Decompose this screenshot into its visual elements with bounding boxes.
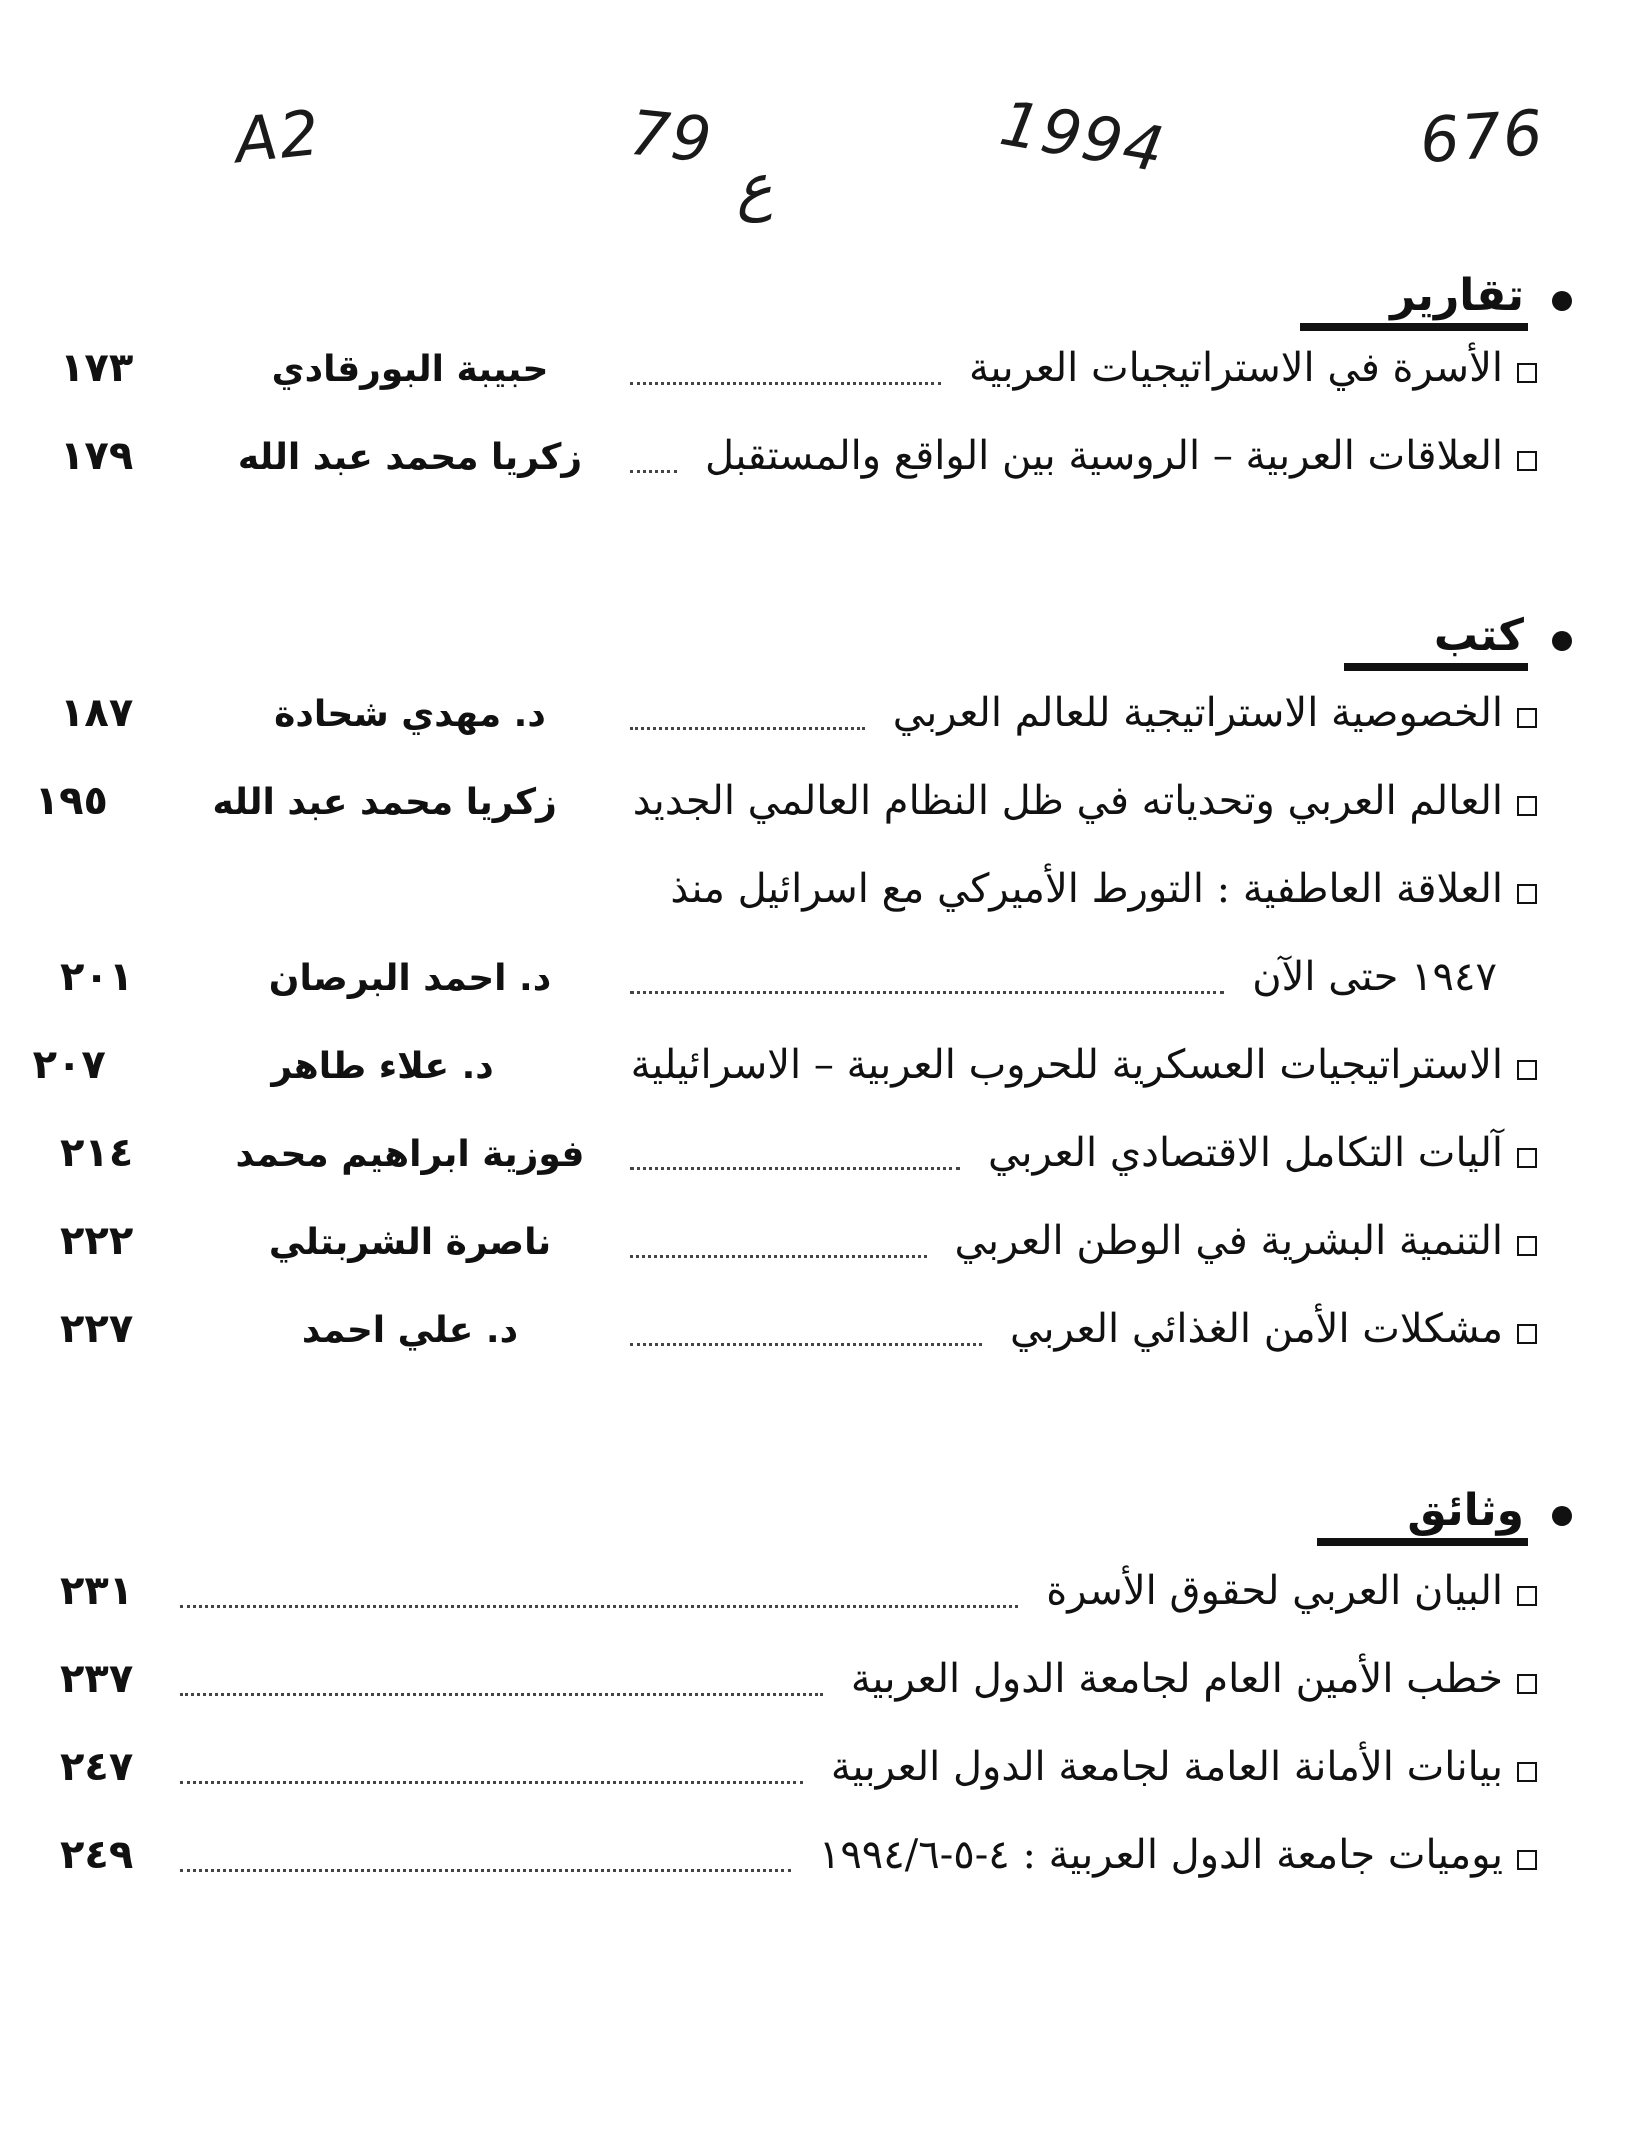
entry-page: ٢٢٢: [60, 1218, 134, 1264]
toc-entry-first-line[interactable]: [60, 866, 1537, 926]
entry-author: د. علي احمد: [301, 1310, 519, 1351]
toc-entry[interactable]: [60, 1218, 1537, 1278]
section-books-header: [1344, 610, 1572, 671]
dot-leader: [180, 1869, 791, 1872]
entry-page: ١٧٣: [60, 345, 134, 391]
entry-title: العالم العربي وتحدياته في ظل النظام العالمي الجديد: [632, 778, 1503, 824]
entry-page: ٢٣١: [60, 1568, 134, 1614]
entry-author: د. مهدي شحادة: [274, 694, 546, 735]
toc-entry[interactable]: [60, 1568, 1537, 1628]
entry-page: ٢٢٧: [60, 1306, 134, 1352]
handwritten-catalog-number: 676: [1417, 95, 1547, 178]
entry-title: الأسرة في الاستراتيجيات العربية: [968, 345, 1503, 391]
checkbox-icon: [1517, 1674, 1537, 1694]
toc-entry[interactable]: [60, 1130, 1537, 1190]
checkbox-icon: [1517, 1324, 1537, 1344]
section-documents-header: [1317, 1485, 1572, 1546]
checkbox-icon: [1517, 796, 1537, 816]
toc-entry[interactable]: [60, 1744, 1537, 1804]
section-title: كتب: [1344, 610, 1528, 671]
entry-page: ٢٤٧: [60, 1744, 134, 1790]
dot-leader: [630, 727, 865, 730]
dot-leader: [630, 1255, 927, 1258]
toc-entry[interactable]: [32, 1042, 1537, 1102]
entry-title: بيانات الأمانة العامة لجامعة الدول العربية: [830, 1744, 1503, 1790]
checkbox-icon: [1517, 1762, 1537, 1782]
entry-title: مشكلات الأمن الغذائي العربي: [1010, 1306, 1503, 1352]
dot-leader: [630, 991, 1224, 994]
entry-title: خطب الأمين العام لجامعة الدول العربية: [850, 1656, 1503, 1702]
entry-page: ١٨٧: [60, 690, 134, 736]
entry-page: ٢٠٧: [32, 1042, 106, 1088]
entry-page: ٢٤٩: [60, 1832, 134, 1878]
entry-page: ١٩٥: [34, 778, 108, 824]
checkbox-icon: [1517, 1236, 1537, 1256]
section-title: وثائق: [1317, 1485, 1528, 1546]
entry-page: ١٧٩: [60, 433, 134, 479]
handwritten-year: 1994: [994, 86, 1171, 187]
checkbox-icon: [1517, 1148, 1537, 1168]
checkbox-icon: [1517, 451, 1537, 471]
entry-title: التنمية البشرية في الوطن العربي: [954, 1218, 1503, 1264]
entry-author: زكريا محمد عبد الله: [212, 782, 557, 823]
toc-entry[interactable]: [60, 1656, 1537, 1716]
handwritten-issue-number: 79: [626, 95, 717, 178]
entry-title: آليات التكامل الاقتصادي العربي: [988, 1130, 1503, 1176]
checkbox-icon: [1517, 1586, 1537, 1606]
entry-page: ٢٠١: [60, 954, 134, 1000]
toc-entry[interactable]: [60, 433, 1537, 493]
toc-entry-continuation[interactable]: [60, 954, 1537, 1014]
dot-leader: [180, 1781, 803, 1784]
dot-leader: [180, 1605, 1018, 1608]
entry-title: البيان العربي لحقوق الأسرة: [1046, 1568, 1503, 1614]
dot-leader: [630, 382, 941, 385]
dot-leader: [630, 1343, 982, 1346]
dot-leader: [630, 470, 677, 473]
entry-author: زكريا محمد عبد الله: [237, 437, 583, 478]
entry-page: ٢٣٧: [60, 1656, 134, 1702]
bullet-icon: [1552, 1506, 1572, 1526]
entry-title: العلاقات العربية – الروسية بين الواقع والمستقبل: [705, 433, 1503, 479]
toc-entry[interactable]: [60, 1306, 1537, 1366]
dot-leader: [180, 1693, 823, 1696]
entry-title-continued: ١٩٤٧ حتى الآن: [1252, 954, 1497, 1000]
entry-title: العلاقة العاطفية : التورط الأميركي مع اسرائيل منذ: [670, 866, 1503, 912]
entry-title: يوميات جامعة الدول العربية : ٤-٥-١٩٩٤/٦: [818, 1832, 1503, 1878]
checkbox-icon: [1517, 708, 1537, 728]
checkbox-icon: [1517, 884, 1537, 904]
entry-author: فوزية ابراهيم محمد: [235, 1134, 585, 1175]
entry-author: حبيبة البورقادي: [271, 349, 549, 390]
toc-entry[interactable]: [60, 345, 1537, 405]
entry-page: ٢١٤: [60, 1130, 134, 1176]
handwritten-a2: A2: [231, 95, 325, 178]
checkbox-icon: [1517, 363, 1537, 383]
entry-author: ناصرة الشربتلي: [268, 1222, 552, 1263]
checkbox-icon: [1517, 1850, 1537, 1870]
bullet-icon: [1552, 291, 1572, 311]
entry-author: د. احمد البرصان: [268, 958, 552, 999]
entry-author: د. علاء طاهر: [271, 1046, 494, 1087]
checkbox-icon: [1517, 1060, 1537, 1080]
handwritten-ayn: ع: [732, 148, 775, 225]
bullet-icon: [1552, 631, 1572, 651]
toc-entry[interactable]: [60, 1832, 1537, 1892]
toc-entry[interactable]: [34, 778, 1537, 838]
dot-leader: [630, 1167, 960, 1170]
entry-title: الاستراتيجيات العسكرية للحروب العربية – الاسرائيلية: [630, 1042, 1503, 1088]
entry-title: الخصوصية الاستراتيجية للعالم العربي: [892, 690, 1503, 736]
section-title: تقارير: [1300, 270, 1528, 331]
toc-entry[interactable]: [60, 690, 1537, 750]
section-reports-header: [1300, 270, 1572, 331]
